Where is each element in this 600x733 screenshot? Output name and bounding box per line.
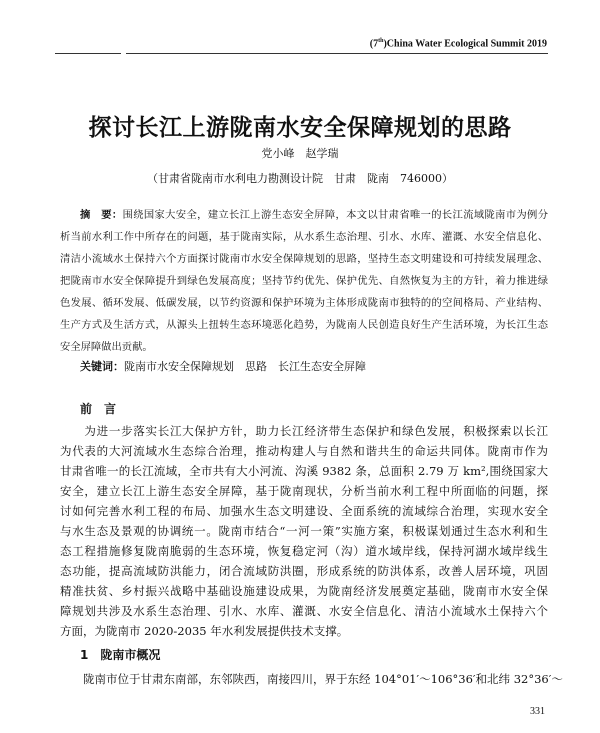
text-line-content: 清洁小流域水土保持六个方面探讨陇南市水安全保障规划的思路，坚持生态文明建设和可持续发展理念、 xyxy=(60,253,548,265)
text-line-content: 方面，为陇南市 2020-2035 年水利发展提供技术支撑。 xyxy=(60,624,349,638)
header-sup: th xyxy=(378,38,384,44)
running-header xyxy=(370,38,547,49)
text-line xyxy=(60,318,548,333)
text-line xyxy=(60,672,563,687)
text-line-content: 安全屏障做出贡献。 xyxy=(60,341,153,353)
text-line-content: 为进一步落实长江大保护方针，助力长江经济带生态保护和绿色发展，积极探索以长江 xyxy=(60,424,548,438)
header-prefix: (7 xyxy=(369,38,379,50)
text-line xyxy=(60,624,548,639)
text-line-content: 生产方式及生活方式，从源头上扭转生态环境恶化趋势，为陇南人民创造良好生产生活环境，为长江生态 xyxy=(60,319,548,331)
text-line xyxy=(60,544,548,559)
text-line xyxy=(60,252,548,267)
text-line-content: 为代表的大河流域水生态综合治理，推动构建人与自然和谐共生的命运共同体。陇南市作为 xyxy=(60,444,548,458)
text-line xyxy=(60,444,548,459)
text-line-content: 讨如何完善水利工程的布局、加强水生态文明建设、全面系统的流域综合治理，实现水安全 xyxy=(60,504,548,518)
text-line-content: 精准扶贫、乡村振兴战略中基础设施建设成果，为陇南经济发展奠定基础，陇南市水安全保 xyxy=(60,584,548,598)
text-line xyxy=(60,504,548,519)
text-line xyxy=(60,464,548,479)
keywords-label: 关键词： xyxy=(80,360,124,373)
text-line xyxy=(60,584,548,599)
preface-heading: 前 言 xyxy=(80,402,117,416)
text-line-content: 色发展、循环发展、低碳发展，以节约资源和保护环境为主体形成陇南市独特的的空间格局、产业结构、 xyxy=(60,297,548,309)
text-line-content: 态工程措施修复陇南脆弱的生态环境，恢复稳定河（沟）道水域岸线，保持河湖水域岸线生 xyxy=(60,544,548,558)
header-rest: )China Water Ecological Summit 2019 xyxy=(383,38,547,50)
text-line xyxy=(60,296,548,311)
text-line-content: 安全，建立长江上游生态安全屏障，基于陇南现状，分析当前水利工程中所面临的问题，探 xyxy=(60,484,548,498)
text-line xyxy=(60,424,548,439)
text-line-content: 与水生态及景观的协调统一。陇南市结合“一河一策”实施方案，积极谋划通过生态水利和生 xyxy=(60,524,548,538)
section-1-heading: 1 陇南市概况 xyxy=(80,648,161,662)
text-line-content: 陇南市位于甘肃东南部，东邻陕西，南接四川，界于东经 104°01′～106°36′和北纬 32°36′～ xyxy=(60,672,563,686)
text-line xyxy=(60,340,548,355)
text-line xyxy=(60,604,548,619)
affiliation: （甘肃省陇南市水利电力勘测设计院 甘肃 陇南 746000） xyxy=(147,172,453,185)
text-line-content: 态功能，提高流域防洪能力，闭合流域防洪圈，形成系统的防洪体系，改善人居环境，巩固 xyxy=(60,564,548,578)
authors: 党小峰 赵学瑞 xyxy=(261,147,339,160)
text-line-content: 障规划共涉及水系生态治理、引水、水库、灌溉、水安全信息化、清洁小流域水土保持六个 xyxy=(60,604,548,618)
text-line xyxy=(80,208,548,223)
page-number: 331 xyxy=(530,706,545,717)
text-line-content: 把陇南市水安全保障提升到绿色发展高度；坚持节约优先、保护优先、自然恢复为主的方针，着力推进绿 xyxy=(60,275,548,287)
text-line-content: 甘肃省唯一的长江流域，全市共有大小河流、沟溪 9382 条，总面积 2.79 万 km²,围绕国家大 xyxy=(60,464,548,478)
text-line xyxy=(60,564,548,579)
text-line xyxy=(60,524,548,539)
abstract-label: 摘 要： xyxy=(80,209,123,221)
text-line xyxy=(60,274,548,289)
header-rule xyxy=(126,53,548,54)
header-rule-left xyxy=(55,53,121,54)
keywords-text: 陇南市水安全保障规划 思路 长江生态安全屏障 xyxy=(124,360,366,373)
text-line xyxy=(60,230,548,245)
text-line-content: 围绕国家大安全，建立长江上游生态安全屏障，本文以甘肃省唯一的长江流域陇南市为例分 xyxy=(122,209,548,221)
text-line-content: 析当前水利工作中所存在的问题，基于陇南实际，从水系生态治理、引水、水库、灌溉、水安全信息化、 xyxy=(60,231,548,243)
paper-title: 探讨长江上游陇南水安全保障规划的思路 xyxy=(88,114,512,141)
keywords xyxy=(80,360,366,374)
text-line xyxy=(60,484,548,499)
